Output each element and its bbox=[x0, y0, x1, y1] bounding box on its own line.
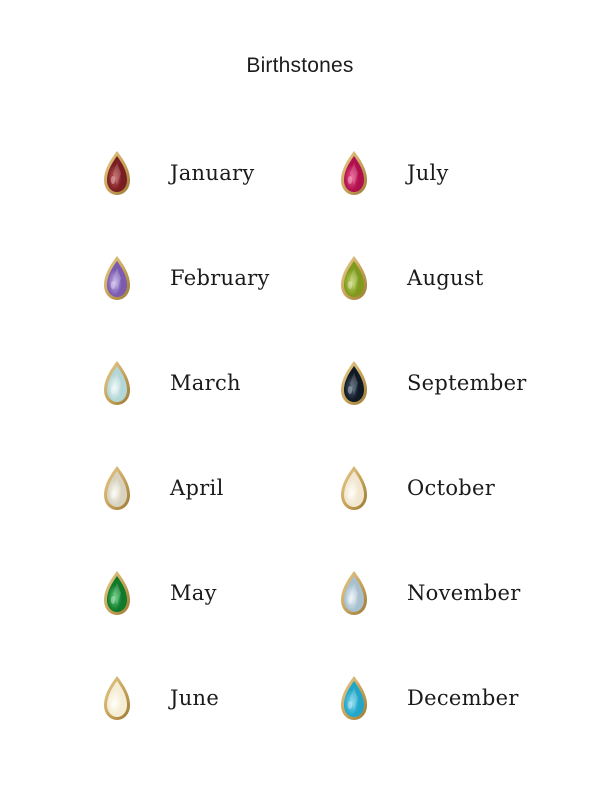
gem-glint bbox=[111, 176, 115, 184]
aquamarine-gem-icon bbox=[102, 359, 132, 407]
gem-glint bbox=[348, 596, 352, 604]
garnet-gem-icon bbox=[102, 149, 132, 197]
gem-glint bbox=[348, 386, 352, 394]
month-label: August bbox=[407, 266, 484, 290]
month-label: March bbox=[170, 371, 241, 395]
birthstone-april bbox=[98, 463, 335, 513]
gem-glint bbox=[111, 596, 115, 604]
diamond-gem-icon bbox=[102, 464, 132, 512]
gem-glint bbox=[348, 281, 352, 289]
month-label: June bbox=[170, 686, 220, 710]
month-label: February bbox=[170, 266, 270, 290]
peridot-gem-icon bbox=[339, 254, 369, 302]
gem-glint bbox=[111, 701, 115, 709]
month-label: July bbox=[407, 161, 449, 185]
birthstone-december bbox=[335, 673, 568, 723]
month-label: April bbox=[170, 476, 224, 500]
birthstone-january bbox=[98, 148, 335, 198]
gem-glint bbox=[111, 491, 115, 499]
birthstone-march bbox=[98, 358, 335, 408]
gem-glint bbox=[348, 491, 352, 499]
birthstone-september bbox=[335, 358, 568, 408]
gem-glint bbox=[348, 176, 352, 184]
gem-glint bbox=[348, 701, 352, 709]
gem-glint bbox=[111, 281, 115, 289]
gem-glint bbox=[111, 386, 115, 394]
page-title: Birthstones bbox=[246, 54, 354, 77]
month-label: November bbox=[407, 581, 521, 605]
sapphire-gem-icon bbox=[339, 359, 369, 407]
turquoise-gem-icon bbox=[339, 674, 369, 722]
birthstone-july bbox=[335, 148, 568, 198]
birthstone-august bbox=[335, 253, 568, 303]
birthstone-june bbox=[98, 673, 335, 723]
month-label: September bbox=[407, 371, 527, 395]
birthstone-november bbox=[335, 568, 568, 618]
amethyst-gem-icon bbox=[102, 254, 132, 302]
pearl-gem-icon bbox=[102, 674, 132, 722]
birthstone-february bbox=[98, 253, 335, 303]
birthstone-october bbox=[335, 463, 568, 513]
month-label: December bbox=[407, 686, 519, 710]
ruby-gem-icon bbox=[339, 149, 369, 197]
month-label: January bbox=[170, 161, 255, 185]
month-label: October bbox=[407, 476, 496, 500]
month-label: May bbox=[170, 581, 217, 605]
topaz-gem-icon bbox=[339, 569, 369, 617]
birthstone-grid bbox=[98, 148, 568, 778]
birthstone-may bbox=[98, 568, 335, 618]
opal-gem-icon bbox=[339, 464, 369, 512]
emerald-gem-icon bbox=[102, 569, 132, 617]
